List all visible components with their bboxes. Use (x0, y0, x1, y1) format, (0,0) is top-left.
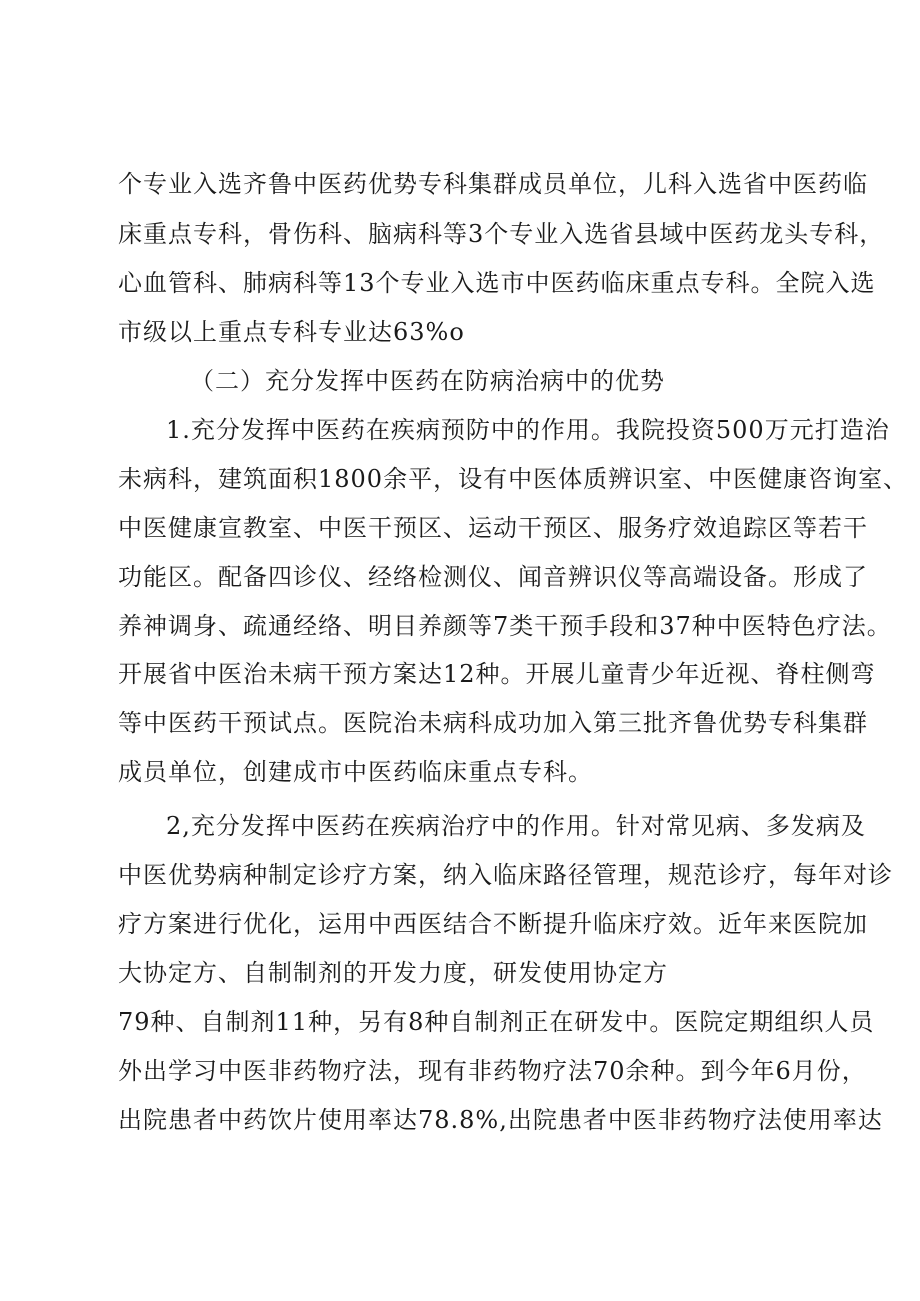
body-text-line: 中医优势病种制定诊疗方案，纳入临床路径管理，规范诊疗，每年对诊 (118, 861, 893, 889)
body-text-line: 中医健康宣教室、中医干预区、运动干预区、服务疗效追踪区等若干 (118, 514, 868, 542)
body-text-line: 79种、自制剂11种，另有8种自制剂正在研发中。医院定期组织人员 (118, 1008, 875, 1036)
body-text-line: 大协定方、自制制剂的开发力度，研发使用协定方 (118, 959, 668, 987)
body-text-line: 等中医药干预试点。医院治未病科成功加入第三批齐鲁优势专科集群 (118, 709, 868, 737)
body-text-line: 功能区。配备四诊仪、经络检测仪、闻音辨识仪等高端设备。形成了 (118, 563, 868, 591)
body-text-line: 出院患者中药饮片使用率达78.8%,出院患者中医非药物疗法使用率达 (118, 1106, 883, 1134)
body-text-line: 市级以上重点专科专业达63%o (118, 318, 465, 346)
body-text-line: 开展省中医治未病干预方案达12种。开展儿童青少年近视、脊柱侧弯 (118, 660, 876, 688)
body-text-line: 疗方案进行优化，运用中西医结合不断提升临床疗效。近年来医院加 (118, 910, 868, 938)
paragraph-first-line: 2,充分发挥中医药在疾病治疗中的作用。针对常见病、多发病及 (166, 812, 866, 840)
body-text-line: 养神调身、疏通经络、明目养颜等7类干预手段和37种中医特色疗法。 (118, 612, 892, 640)
body-text-line: 床重点专科，骨伤科、脑病科等3个专业入选省县域中医药龙头专科， (118, 220, 885, 248)
section-heading: （二）充分发挥中医药在防病治病中的优势 (190, 367, 665, 395)
body-text-line: 心血管科、肺病科等13个专业入选市中医药临床重点专科。全院入选 (118, 269, 876, 297)
body-text-line: 成员单位，创建成市中医药临床重点专科。 (118, 758, 593, 786)
body-text-line: 外出学习中医非药物疗法，现有非药物疗法70余种。到今年6月份， (118, 1057, 867, 1085)
body-text-line: 个专业入选齐鲁中医药优势专科集群成员单位，儿科入选省中医药临 (118, 170, 868, 198)
paragraph-first-line: 1.充分发挥中医药在疾病预防中的作用。我院投资500万元打造治 (166, 416, 890, 444)
body-text-line: 未病科，建筑面积1800余平，设有中医体质辨识室、中医健康咨询室、 (118, 465, 909, 493)
